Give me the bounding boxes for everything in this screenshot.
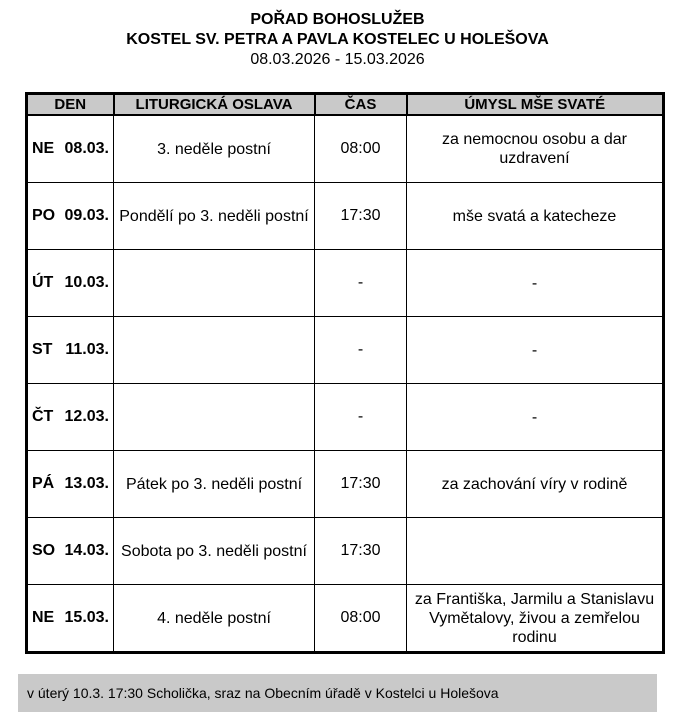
col-header-time: ČAS <box>315 94 407 116</box>
col-header-intention: ÚMYSL MŠE SVATÉ <box>407 94 664 116</box>
time-cell: 08:00 <box>315 115 407 183</box>
table-row <box>27 250 664 317</box>
time-cell: 17:30 <box>315 451 407 518</box>
intention-cell: - <box>407 317 664 384</box>
document-header <box>0 0 675 70</box>
day-cell <box>27 250 114 317</box>
celebration-cell <box>114 317 315 384</box>
day-abbr: ÚT <box>32 274 54 291</box>
intention-cell: - <box>407 250 664 317</box>
intention-cell: za nemocnou osobu a dar uzdravení <box>407 115 664 183</box>
day-abbr: ČT <box>32 408 54 425</box>
celebration-cell: Sobota po 3. neděli postní <box>114 518 315 585</box>
time-cell: - <box>315 384 407 451</box>
day-wrap <box>32 207 109 225</box>
day-date: 11.03. <box>65 341 109 358</box>
day-date: 08.03. <box>64 140 109 157</box>
celebration-cell <box>114 384 315 451</box>
day-wrap <box>32 542 109 560</box>
time-cell: 08:00 <box>315 585 407 653</box>
day-cell <box>27 183 114 250</box>
intention-cell <box>407 518 664 585</box>
day-cell <box>27 518 114 585</box>
schedule-table <box>25 92 665 654</box>
day-date: 10.03. <box>64 274 109 291</box>
table-row <box>27 518 664 585</box>
date-range: 08.03.2026 - 15.03.2026 <box>250 51 425 68</box>
table-row <box>27 317 664 384</box>
day-date: 13.03. <box>64 475 109 492</box>
day-abbr: PÁ <box>32 475 55 492</box>
day-date: 09.03. <box>64 207 109 224</box>
day-cell <box>27 585 114 653</box>
table-row <box>27 451 664 518</box>
intention-cell: za zachování víry v rodině <box>407 451 664 518</box>
day-cell <box>27 384 114 451</box>
day-abbr: ST <box>32 341 53 358</box>
celebration-cell: Pondělí po 3. neděli postní <box>114 183 315 250</box>
day-date: 14.03. <box>64 542 109 559</box>
intention-cell: mše svatá a katecheze <box>407 183 664 250</box>
note-bar <box>18 674 657 712</box>
intention-cell: - <box>407 384 664 451</box>
day-wrap <box>32 341 109 359</box>
time-cell: - <box>315 317 407 384</box>
day-abbr: NE <box>32 609 55 626</box>
table-row <box>27 384 664 451</box>
day-cell <box>27 451 114 518</box>
day-abbr: NE <box>32 140 55 157</box>
table-row <box>27 115 664 183</box>
day-abbr: PO <box>32 207 56 224</box>
day-wrap <box>32 274 109 292</box>
time-cell: 17:30 <box>315 183 407 250</box>
day-wrap <box>32 609 109 627</box>
day-date: 15.03. <box>64 609 109 626</box>
time-cell: - <box>315 250 407 317</box>
table-header-row <box>27 94 664 116</box>
col-header-day: DEN <box>27 94 114 116</box>
page-title: POŘAD BOHOSLUŽEB <box>250 11 425 28</box>
intention-cell: za Františka, Jarmilu a Stanislavu Vymětalovy, živou a zemřelou rodinu <box>407 585 664 653</box>
day-cell <box>27 317 114 384</box>
day-cell <box>27 115 114 183</box>
celebration-cell: Pátek po 3. neděli postní <box>114 451 315 518</box>
celebration-cell: 4. neděle postní <box>114 585 315 653</box>
day-abbr: SO <box>32 542 56 559</box>
day-wrap <box>32 408 109 426</box>
page-subtitle: KOSTEL SV. PETRA A PAVLA KOSTELEC U HOLEŠOVA <box>126 31 549 48</box>
time-cell: 17:30 <box>315 518 407 585</box>
note-text: v úterý 10.3. 17:30 Scholička, sraz na Obecním úřadě v Kostelci u Holešova <box>27 685 499 701</box>
day-wrap <box>32 475 109 493</box>
celebration-cell <box>114 250 315 317</box>
table-row <box>27 585 664 653</box>
celebration-cell: 3. neděle postní <box>114 115 315 183</box>
day-wrap <box>32 140 109 158</box>
day-date: 12.03. <box>64 408 109 425</box>
table-row <box>27 183 664 250</box>
col-header-celebration: LITURGICKÁ OSLAVA <box>114 94 315 116</box>
